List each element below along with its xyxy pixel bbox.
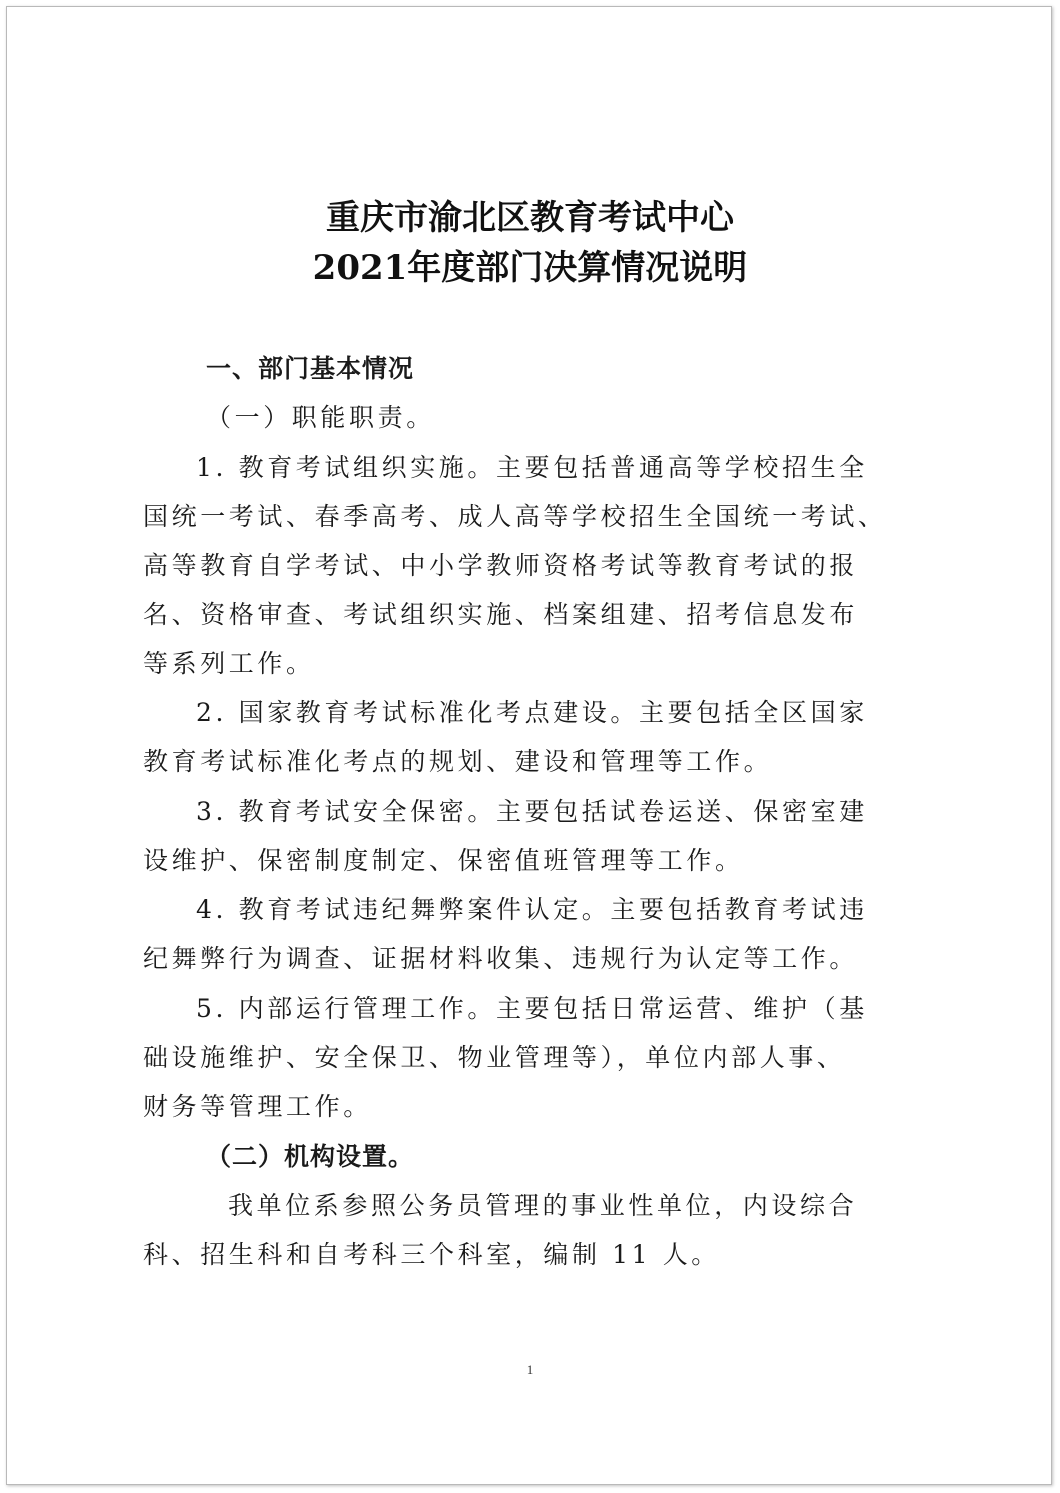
subsection-heading-duties: （一）职能职责。	[206, 403, 435, 432]
paragraph-line: 高等教育自学考试、中小学教师资格考试等教育考试的报	[143, 551, 859, 580]
paragraph-line: 1. 教育考试组织实施。主要包括普通高等学校招生全	[196, 453, 868, 482]
paragraph-line: 3. 教育考试安全保密。主要包括试卷运送、保密室建	[196, 797, 868, 826]
paragraph-line: 5. 内部运行管理工作。主要包括日常运营、维护（基	[196, 994, 868, 1023]
paragraph-line: 础设施维护、安全保卫、物业管理等），单位内部人事、	[143, 1043, 846, 1072]
paragraph-line: 名、资格审查、考试组织实施、档案组建、招考信息发布	[143, 600, 859, 629]
section-heading-basic-info: 一、部门基本情况	[206, 354, 415, 383]
subsection-heading-organization: （二）机构设置。	[206, 1142, 415, 1171]
paragraph-line: 纪舞弊行为调查、证据材料收集、违规行为认定等工作。	[143, 944, 859, 973]
paragraph-line: 我单位系参照公务员管理的事业性单位，内设综合	[228, 1191, 858, 1220]
paragraph-line: 设维护、保密制度制定、保密值班管理等工作。	[143, 846, 744, 875]
paragraph-line: 4. 教育考试违纪舞弊案件认定。主要包括教育考试违	[196, 895, 868, 924]
document-title-line1: 重庆市渝北区教育考试中心	[326, 198, 734, 238]
paragraph-line: 国统一考试、春季高考、成人高等学校招生全国统一考试、	[143, 502, 887, 531]
document-title-line2: 2021年度部门决算情况说明	[312, 248, 748, 288]
paragraph-line: 等系列工作。	[143, 649, 315, 678]
paragraph-line: 教育考试标准化考点的规划、建设和管理等工作。	[143, 747, 773, 776]
paragraph-line: 科、招生科和自考科三个科室，编制 11 人。	[143, 1240, 720, 1269]
paragraph-line: 财务等管理工作。	[143, 1092, 372, 1121]
page-number: 1	[526, 1362, 534, 1377]
paragraph-line: 2. 国家教育考试标准化考点建设。主要包括全区国家	[196, 698, 868, 727]
